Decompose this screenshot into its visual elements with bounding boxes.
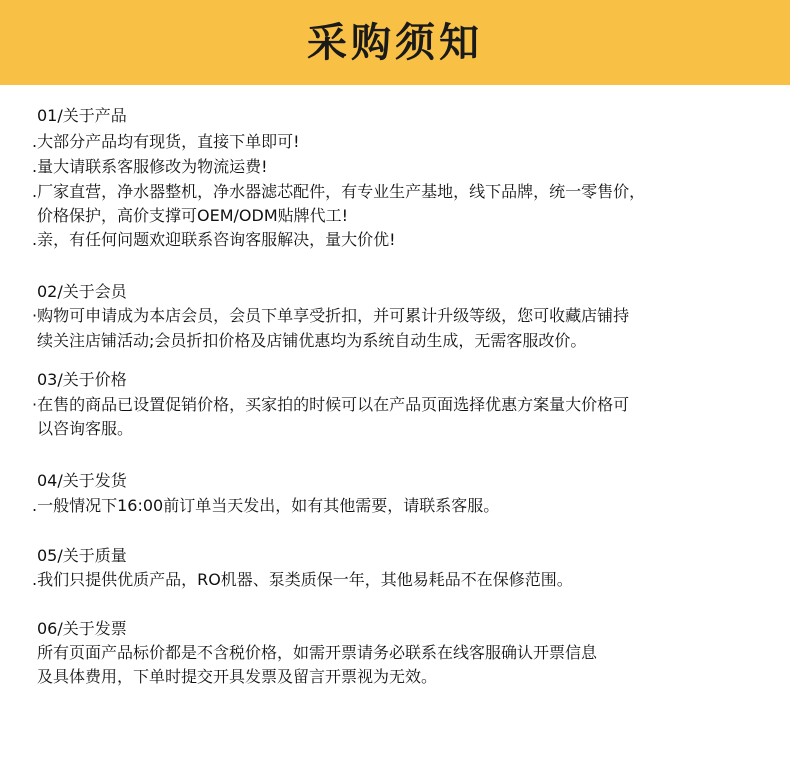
section-line: ·在售的商品已设置促销价格，买家拍的时候可以在产品页面选择优惠方案量大价格可 — [32, 395, 630, 414]
section-line: .我们只提供优质产品，RO机器、泵类质保一年，其他易耗品不在保修范围。 — [32, 570, 573, 589]
section-heading-invoice: 06/关于发票 — [37, 619, 127, 638]
section-line: .一般情况下16:00前订单当天发出，如有其他需要，请联系客服。 — [32, 496, 500, 515]
section-heading-pricing: 03/关于价格 — [37, 370, 127, 389]
section-heading-quality: 05/关于质量 — [37, 546, 127, 565]
section-line: 续关注店铺活动;会员折扣价格及店铺优惠均为系统自动生成，无需客服改价。 — [37, 331, 587, 350]
section-heading-shipping: 04/关于发货 — [37, 471, 127, 490]
section-line: 及具体费用，下单时提交开具发票及留言开票视为无效。 — [37, 667, 438, 686]
page-title: 采购须知 — [307, 19, 483, 66]
section-heading-products: 01/关于产品 — [37, 106, 127, 125]
section-line: .大部分产品均有现货，直接下单即可! — [32, 132, 300, 151]
section-line: 价格保护，高价支撑可OEM/ODM贴牌代工! — [37, 206, 349, 225]
section-line: 以咨询客服。 — [37, 419, 134, 438]
section-line: ·购物可申请成为本店会员，会员下单享受折扣，并可累计升级等级，您可收藏店铺持 — [32, 306, 630, 325]
section-line: 所有页面产品标价都是不含税价格，如需开票请务必联系在线客服确认开票信息 — [37, 643, 598, 662]
section-heading-membership: 02/关于会员 — [37, 282, 127, 301]
section-line: .厂家直营，净水器整机，净水器滤芯配件，有专业生产基地，线下品牌，统一零售价， — [32, 182, 646, 201]
header-banner — [0, 0, 790, 85]
section-line: .量大请联系客服修改为物流运费! — [32, 157, 268, 176]
section-line: .亲，有任何问题欢迎联系咨询客服解决，量大价优! — [32, 230, 396, 249]
